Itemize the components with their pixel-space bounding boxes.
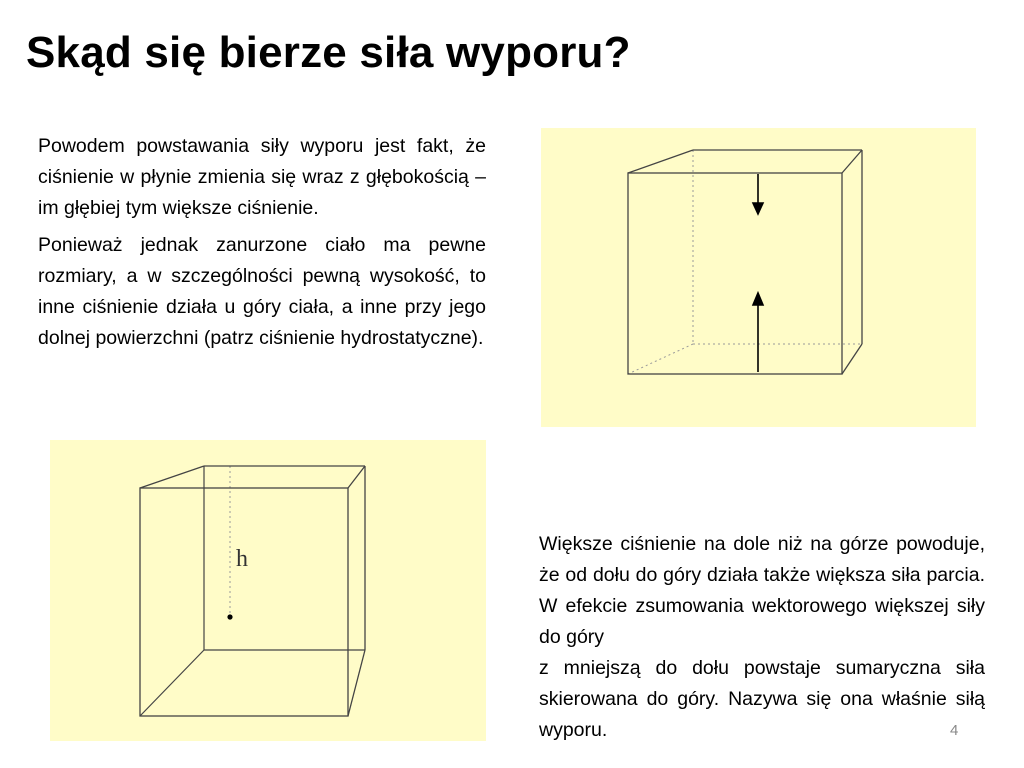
cube-depth-diagram: [50, 440, 486, 741]
cube-forces-diagram: [541, 128, 976, 427]
slide-title: Skąd się bierze siła wyporu?: [26, 28, 631, 77]
figure-background: [50, 440, 486, 741]
conclusion-line-1: Większe ciśnienie na dole niż na górze powoduje, że od dołu do góry działa także większa siła parcia. W efekcie zsumowania wektorowego większej siły do góry: [539, 533, 985, 648]
cube-depth-figure: [50, 440, 486, 741]
conclusion-text: [539, 529, 985, 746]
depth-point: [227, 614, 232, 619]
page-number: 4: [950, 722, 959, 739]
intro-paragraph-2: Ponieważ jednak zanurzone ciało ma pewne rozmiary, a w szczególności pewną wysokość, to inne ciśnienie działa u góry ciała, a inne przy jego dolnej powierzchni (patrz ciśnienie hydrostatyczne).: [38, 234, 486, 349]
intro-text: [38, 131, 486, 354]
depth-label: h: [236, 546, 248, 572]
cube-forces-figure: [541, 128, 976, 427]
intro-paragraph-1: Powodem powstawania siły wyporu jest fakt, że ciśnienie w płynie zmienia się wraz z głębokością – im głębiej tym większe ciśnienie.: [38, 135, 486, 219]
conclusion-line-2: z mniejszą do dołu powstaje sumaryczna siła skierowana do góry. Nazywa się ona właśnie siłą wyporu.: [539, 657, 985, 741]
